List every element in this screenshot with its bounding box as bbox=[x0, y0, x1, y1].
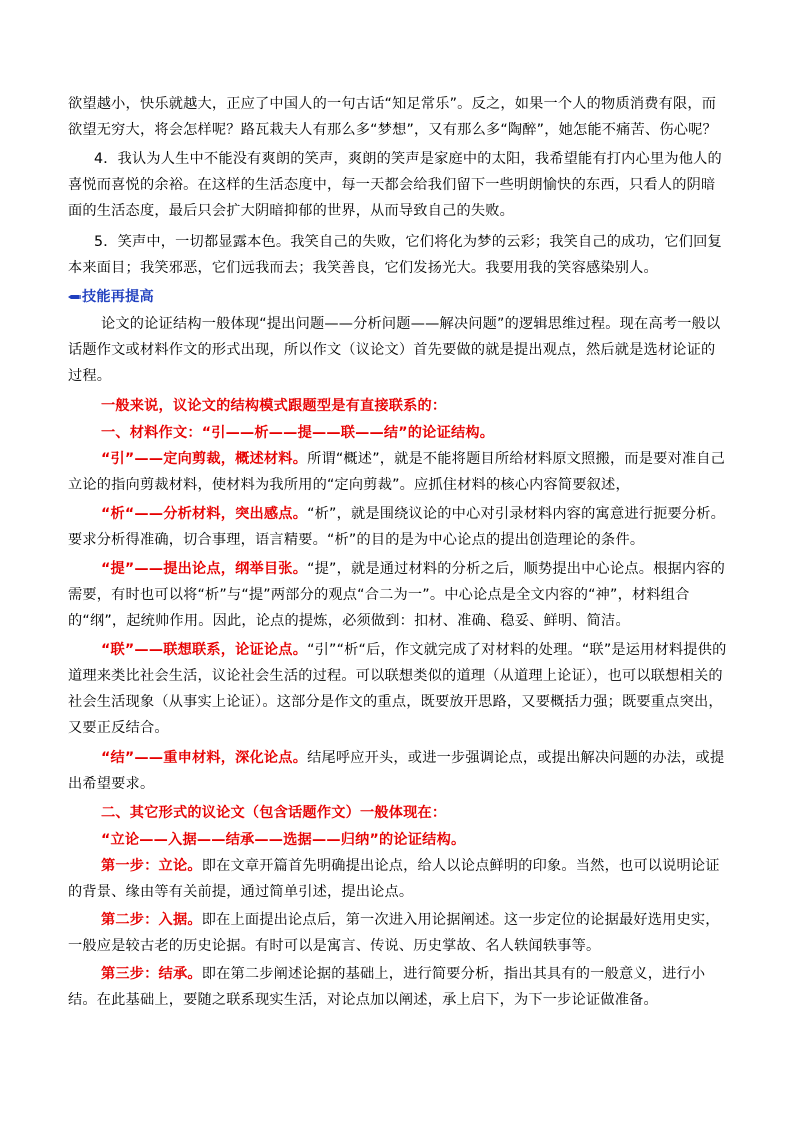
paragraph-lead: 第三步：结承。 bbox=[101, 966, 202, 982]
heading-text: 一般来说，议论文的结构模式跟题型是有直接联系的： bbox=[101, 398, 447, 414]
paragraph-lead: “析“——分析材料，突出感点。 bbox=[101, 506, 308, 522]
paragraph-text: 即在上面提出论点后，第一次进入用论据阐述。这一步定位的论据最好选用史实，一般应是较古老的历史论据。有时可以是寓言、传说、历史掌故、名人轶闻轶事等。 bbox=[68, 912, 720, 954]
paragraph-step-3 bbox=[68, 961, 728, 1013]
paragraph-step-2 bbox=[68, 907, 728, 959]
paragraph-lead: “引”——定向剪裁，概述材料。 bbox=[101, 451, 308, 467]
heading-text: 二、其它形式的议论文（包含话题作文）一般体现在： bbox=[101, 805, 447, 821]
paragraph-argument-structure bbox=[68, 311, 728, 389]
heading-structure-relation bbox=[68, 393, 728, 419]
paragraph-step-1 bbox=[68, 853, 728, 905]
skill-title-text: 技能再提高 bbox=[82, 289, 154, 305]
paragraph-text: 欲望越小，快乐就越大，正应了中国人的一句古话“知足常乐”。反之，如果一个人的物质消费有限，而欲望无穷大，将会怎样呢？路瓦栽夫人有那么多“梦想”，又有那么多“陶醉”，她怎能不痛苦、伤心呢？ bbox=[68, 96, 717, 138]
paragraph-xi bbox=[68, 501, 728, 553]
paragraph-text: “提”，就是通过材料的分析之后，顺势提出中心论点。根据内容的需要，有时也可以将“析”与“提”两部分的观点“合二为一”。中心论点是全文内容的“神”，材料组合的“纲”，起统帅作用。因此，论点的提炼，必须做到：扣材、准确、稳妥、鲜明、简洁。 bbox=[68, 561, 726, 629]
paragraph-point-4 bbox=[68, 146, 728, 224]
paragraph-text: 论文的论证结构一般体现“提出问题——分析问题——解决问题”的逻辑思维过程。现在高考一般以话题作文或材料作文的形式出现，所以作文（议论文）首先要做的就是提出观点，然后就是选材论证的过程。 bbox=[68, 316, 721, 384]
paragraph-lead: “联”——联想联系，论证论点。 bbox=[101, 642, 308, 658]
paragraph-lead: 第二步：入据。 bbox=[101, 912, 202, 928]
heading-material-essay bbox=[68, 420, 728, 446]
skill-section-title bbox=[68, 284, 728, 310]
paragraph-text: 5．笑声中，一切都显露本色。我笑自己的失败，它们将化为梦的云彩；我笑自己的成功，它们回复本来面目；我笑邪恶，它们远我而去；我笑善良，它们发扬光大。我要用我的笑容感染别人。 bbox=[68, 234, 722, 276]
paragraph-lead: “提”——提出论点，纲举目张。 bbox=[101, 561, 308, 577]
paragraph-lead: 第一步：立论。 bbox=[101, 858, 202, 874]
heading-text: “立论——入据——结承——选据——归纳”的论证结构。 bbox=[101, 832, 466, 848]
paragraph-text: 4．我认为人生中不能没有爽朗的笑声，爽朗的笑声是家庭中的太阳，我希望能有打内心里为他人的喜悦而喜悦的余裕。在这样的生活态度中，每一天都会给我们留下一些明朗愉快的东西，只看人的阴暗面的生活态度，最后只会扩大阴暗抑郁的世界，从而导致自己的失败。 bbox=[68, 151, 722, 219]
heading-other-essay bbox=[68, 800, 728, 826]
paragraph-point-5 bbox=[68, 229, 728, 281]
paragraph-jie bbox=[68, 745, 728, 797]
paragraph-text: 即在第二步阐述论据的基础上，进行简要分析，指出其具有的一般意义，进行小结。在此基础上，要随之联系现实生活，对论点加以阐述，承上启下，为下一步论证做准备。 bbox=[68, 966, 706, 1008]
paragraph-text: 结尾呼应开头，或进一步强调论点，或提出解决问题的办法，或提出希望要求。 bbox=[68, 750, 725, 792]
paragraph-text: “引”“析“后，作文就完成了对材料的处理。“联”是运用材料提供的道理来类比社会生活，议论社会生活的过程。可以联想类似的道理（从道理上论证），也可以联想相关的社会生活现象（从事实上论证）。这部分是作文的重点，既要放开思路，又要概括力强；既要重点突出，又要正反结合。 bbox=[68, 642, 727, 736]
paragraph-text: “析”，就是围绕议论的中心对引录材料内容的寓意进行扼要分析。要求分析得准确，切合事理，语言精要。“析”的目的是为中心论点的提出创造理论的条件。 bbox=[68, 506, 726, 548]
pencil-icon bbox=[68, 293, 81, 301]
paragraph-ti bbox=[68, 556, 728, 634]
paragraph-desire bbox=[68, 91, 728, 143]
paragraph-text: 即在文章开篇首先明确提出论点，给人以论点鲜明的印象。当然，也可以说明论证的背景、缘由等有关前提，通过简单引述，提出论点。 bbox=[68, 858, 720, 900]
heading-text: 一、材料作文：“引——析——提——联——结”的论证结构。 bbox=[101, 425, 495, 441]
paragraph-lian bbox=[68, 637, 728, 741]
heading-argument-steps bbox=[68, 827, 728, 853]
paragraph-yin bbox=[68, 446, 728, 498]
paragraph-text: 所谓“概述”，就是不能将题目所给材料原文照搬，而是要对准自己立论的指向剪裁材料，使材料为我所用的“定向剪裁”。应抓住材料的核心内容简要叙述， bbox=[68, 451, 726, 493]
paragraph-lead: “结”——重申材料，深化论点。 bbox=[101, 750, 308, 766]
